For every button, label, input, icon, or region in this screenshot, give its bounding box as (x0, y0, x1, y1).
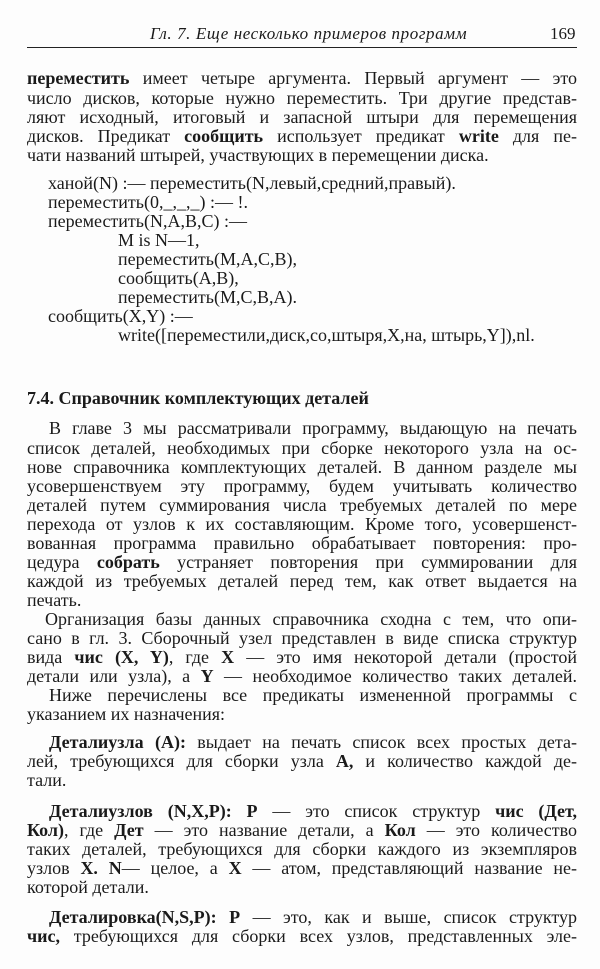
text-run: ханой(N) :— переместить(N,левый,средний,правый). (48, 173, 456, 193)
code-line (48, 306, 193, 326)
text-run: деталей путем суммирования числа требуемых деталей по мере (27, 495, 577, 515)
text-line (27, 926, 577, 946)
text-line (27, 88, 577, 108)
text-line (27, 552, 577, 572)
code-line (118, 325, 535, 345)
text-run: — целое, а (121, 858, 229, 878)
text-run: — атом, представляющий название не- (241, 858, 578, 878)
text-line (27, 704, 225, 724)
code-line (48, 173, 456, 193)
bold-term: переместить (27, 68, 130, 88)
text-run: переместить(0,_,_,_) :— !. (48, 192, 248, 212)
text-run: , где (168, 647, 222, 667)
text-line (27, 590, 81, 610)
text-line (27, 495, 577, 515)
text-run: перехода от узлов к их составляющим. Кроме того, усовершенст- (27, 514, 577, 534)
code-line (118, 249, 297, 269)
text-run: требующихся для сборки всех узлов, представленных эле- (60, 926, 577, 946)
text-line (49, 732, 577, 752)
text-run: дисков. Предикат (27, 126, 185, 146)
text-line (49, 801, 577, 821)
text-run: использует предикат (263, 126, 459, 146)
text-run: детали или узла), а (27, 666, 201, 686)
bold-term: X (228, 858, 242, 878)
text-line (27, 68, 577, 88)
text-run: чати названий штырей, участвующих в перемещении диска. (27, 145, 489, 165)
text-line (27, 839, 577, 859)
text-line (27, 457, 577, 477)
bold-term: X (221, 647, 235, 667)
bold-term: чис (X, Y) (74, 647, 169, 667)
bold-term: Y (200, 666, 214, 686)
text-line (27, 438, 577, 458)
code-line (118, 287, 297, 307)
text-line (27, 476, 577, 496)
bold-term: Деталиузла (A): (49, 732, 186, 752)
text-line (49, 685, 577, 705)
running-header-title: Гл. 7. Еще несколько примеров программ (150, 24, 468, 43)
text-run: Организация базы данных справочника сходна с тем, что опи- (45, 609, 577, 629)
text-run: переместить(N,A,B,C) :— (48, 211, 248, 231)
text-run: В главе 3 мы рассматривали программу, выдающую на печать (49, 418, 577, 438)
text-run: переместить(M,C,B,A). (118, 287, 298, 307)
text-run: имеет четыре аргумента. Первый аргумент — это (129, 68, 577, 88)
header-rule (27, 47, 577, 48)
bold-term: 7.4. Справочник комплектующих деталей (27, 388, 369, 408)
bold-term: собрать (96, 552, 160, 572)
text-run: — это количество (415, 820, 577, 840)
text-run: печать. (27, 590, 82, 610)
bold-term: чис (Дет, (495, 801, 578, 821)
text-run: и количество каждой де- (353, 751, 577, 771)
text-run: вида (27, 647, 75, 667)
text-line (49, 418, 577, 438)
code-line (48, 211, 247, 231)
text-line (27, 877, 149, 897)
bold-term: write (458, 126, 499, 146)
text-line (27, 514, 577, 534)
text-run: сообщить(X,Y) :— (48, 306, 193, 326)
code-line (118, 230, 200, 250)
text-run: число дисков, которые нужно переместить. Три другие представ- (27, 88, 577, 108)
bold-term: Кол) (27, 820, 65, 840)
text-run: сообщить(A,B), (118, 268, 239, 288)
text-run: переместить(M,A,C,B), (118, 249, 298, 269)
text-line (27, 145, 489, 165)
text-run: тали. (27, 770, 67, 790)
bold-term: Дет (114, 820, 144, 840)
text-line (27, 533, 577, 553)
bold-term: Деталировка(N,S,P): P (49, 907, 241, 927)
section-heading (27, 388, 369, 408)
text-run: — необходимое количество таких деталей. (213, 666, 577, 686)
text-line (27, 858, 577, 878)
text-run: указанием их назначения: (27, 704, 226, 724)
text-run: каждой из требуемых деталей перед тем, как ответ выдается на (27, 571, 577, 591)
text-run: цедура (27, 552, 97, 572)
bold-term: чис, (27, 926, 61, 946)
text-line (27, 666, 577, 686)
text-run: список деталей, необходимых при сборке некоторого узла на ос- (27, 438, 577, 458)
text-run: — это имя некоторой детали (простой (234, 647, 577, 667)
text-run: таких деталей, требующихся для сборки каждого из экземпляров (27, 839, 577, 859)
text-run: узлов (27, 858, 81, 878)
text-run: нове справочника комплектующих деталей. В данном разделе мы (27, 457, 577, 477)
text-line (27, 820, 577, 840)
text-run: Ниже перечислены все предикаты измененной программы с (49, 685, 577, 705)
bold-term: Деталиузлов (N,X,P): P (49, 801, 258, 821)
text-run: , где (64, 820, 115, 840)
text-line (27, 751, 577, 771)
page-number: 169 (550, 24, 576, 43)
text-run: лей, требующихся для сборки узла (27, 751, 336, 771)
bold-term: сообщить (184, 126, 264, 146)
text-run: выдает на печать список всех простых дета- (185, 732, 577, 752)
text-run: сано в гл. 3. Сборочный узел представлен в виде списка структур (27, 628, 577, 648)
text-line (27, 770, 66, 790)
text-line (27, 107, 577, 127)
text-run: устраняет повторения при суммировании для (159, 552, 577, 572)
text-run: ляют исходный, итоговый и запасной штыри для перемещения (27, 107, 577, 127)
text-run: усовершенствуем эту программу, будем учитывать количество (27, 476, 577, 496)
text-line (27, 647, 577, 667)
bold-term: A, (335, 751, 354, 771)
text-line (27, 571, 577, 591)
text-line (27, 126, 577, 146)
text-run: для пе- (498, 126, 577, 146)
code-line (118, 268, 239, 288)
code-line (48, 192, 248, 212)
text-run: вованная программа правильно обрабатывает повторения: про- (27, 533, 577, 553)
text-run: которой детали. (27, 877, 149, 897)
text-run: — это название детали, а (143, 820, 385, 840)
text-line (49, 907, 577, 927)
text-run: — это, как и выше, список структур (240, 907, 577, 927)
text-run: write([переместили,диск,со,штыря,X,на, штырь,Y]),nl. (118, 325, 535, 345)
text-line (27, 628, 577, 648)
bold-term: X. N (80, 858, 122, 878)
text-run: — это список структур (257, 801, 496, 821)
bold-term: Кол (384, 820, 416, 840)
text-run: M is N—1, (118, 230, 200, 250)
text-line (45, 609, 577, 629)
